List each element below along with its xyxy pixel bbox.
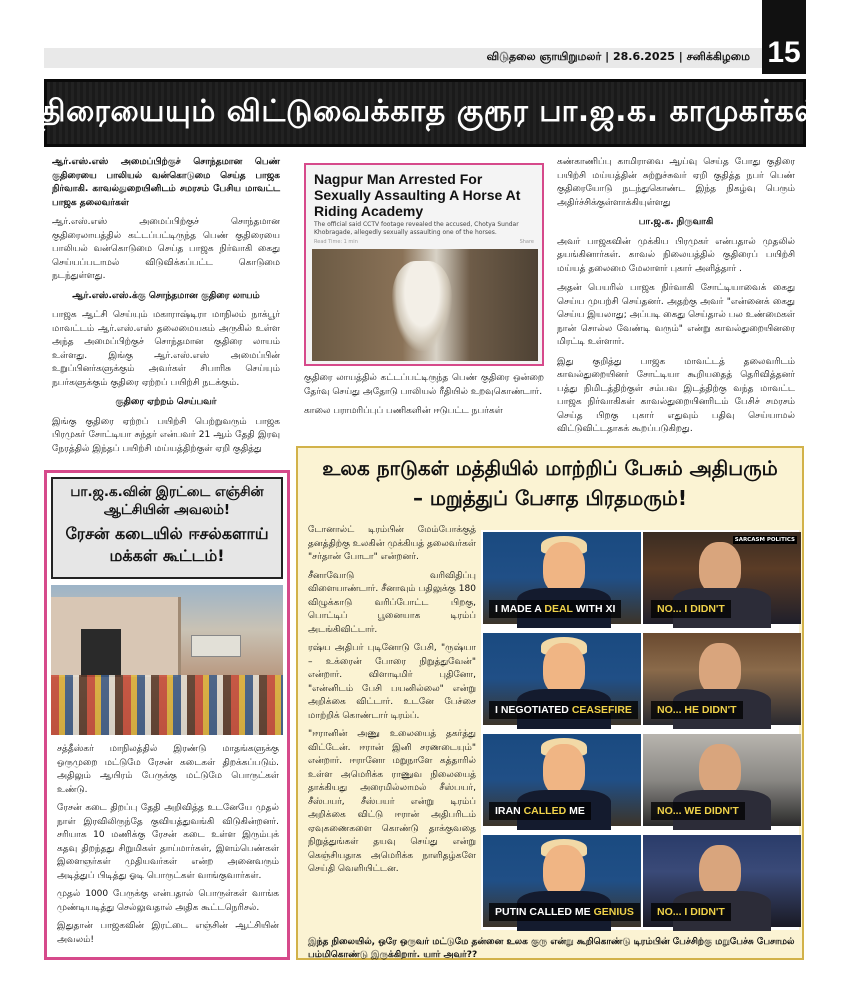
meme-caption-right: NO... HE DIDN'T bbox=[651, 701, 743, 719]
article-column-1 bbox=[52, 156, 280, 462]
article-column-3 bbox=[557, 156, 795, 443]
meme-panel bbox=[481, 530, 799, 626]
article-paragraph: "ஈரானின் அணு உலையைத் தகர்த்து விட்டேன். ஈரான் இனி சரணடையும்" என்றார். ஈரானோ மறுநாளே கத்தாரில் உள்ள அமெரிக்க ராணுவ நிலையைத் தாக்கியது அரைமில்லாமல் சீஸ்பயர், சீஸ்பயர், சீஸ்பயர் என்று டிரம்ப் அறிக்கை விட்டு ஈரான் அதிபரிடம் ஏவுகணைகளை கொண்டு தாக்குவதை நிறுத்துங்கள் தயவு செய்து என்று கெஞ்சியதாக அமெரிக்க நாளிதழ்களே செய்தி வெளியிட்டன. bbox=[308, 729, 476, 874]
news-card-title: Nagpur Man Arrested For Sexually Assaulting A Horse At Riding Academy bbox=[314, 171, 521, 219]
article-paragraph: பாஜக ஆட்சி செய்யும் மகாராஷ்டிரா மாநிலம் நாக்பூர் மாவட்டம் ஆர்.எஸ்.எஸ் தலைமையகம் அருகில் உள்ள அந்த அமைப்பிற்குச் சொந்தமான குதிரை லாயம் உள்ளது. இங்கு ஆர்.எஸ்.எஸ் அமைப்பின் உறுப்பினர்களுக்கும் அவர்கள் சிபாரிசு செய்யும் நபர்களுக்கும் குதிரை ஏற்றப் பயிற்சி நடக்கும். bbox=[52, 310, 280, 388]
main-headline-banner bbox=[13, 79, 837, 147]
article-paragraph: ரேசன் கடை திறப்பு தேதி அறிவித்த உடனேயே முதல் நாள் இரவிலிருந்தே குவியத்துவங்கி விடுகின்றனர். சரியாக 10 மணிக்கு ரேசன் கடை உள்ள இரும்புக் கதவு திறந்தது சிறுமிகள் தாய்மார்கள், இளம்பெண்கள் இளைஞர்கள் முதியவர்கள் என்ற அனைவரும் அடித்துப் பிடித்து ஓடி பொருட்கள் வாங்குவார்கள். bbox=[57, 803, 279, 881]
meme-panel-right bbox=[643, 734, 801, 826]
meme-badge: SARCASM POLITICS bbox=[734, 537, 795, 543]
article-paragraph: குதிரை லாயத்தில் கட்டப்பட்டிருந்த பெண் குதிரை ஒன்றை தேர்வு செய்து அதோடு பாலியல் ரீதியில் உறவுகொண்டார். bbox=[304, 373, 544, 397]
photo-face bbox=[543, 542, 585, 594]
trump-story-box bbox=[296, 446, 804, 960]
caption-text: WITH XI bbox=[572, 603, 616, 615]
article-subheading: குதிரை ஏற்றம் செய்பவர் bbox=[115, 397, 217, 407]
article-lead: ஆர்.எஸ்.எஸ் அமைப்பிற்குச் சொந்தமான பெண் குதிரையை பாலியல் வன்கொடுமை செய்த பாஜக நிர்வாகி. காவல்துறையினிடம் சமரசம் பேசிய மாவட்ட பாஜக தலைவர்கள் bbox=[52, 157, 280, 208]
meme-panel bbox=[481, 833, 799, 929]
meme-panel-left bbox=[483, 532, 641, 624]
photo-face bbox=[543, 845, 585, 897]
photo-face bbox=[699, 542, 741, 594]
main-headline: குதிரையையும் விட்டுவைக்காத குரூர பா.ஜ.க. காமுகர்கள்! bbox=[13, 93, 837, 129]
meme-panel-left bbox=[483, 734, 641, 826]
ration-story-kicker: பா.ஜ.க.வின் இரட்டை எஞ்சின் ஆட்சியின் அவலம்! bbox=[70, 484, 264, 518]
meme-panel-right bbox=[643, 633, 801, 725]
article-subheading: ஆர்.எஸ்.எஸ்.க்கு சொந்தமான குதிரை லாயம் bbox=[72, 290, 260, 301]
meme-panel-right bbox=[643, 835, 801, 927]
article-paragraph: சீனாவோடு வரிவிதிப்பு விளையாண்டார். சீனாவும் பதிலுக்கு 180 விழுக்காடு வரிப்போட்ட பிறகு, பொட்டிப் பூனையாக டிரம்ப் அடங்கிவிட்டார். bbox=[308, 570, 476, 635]
photo-crowd bbox=[51, 675, 283, 735]
article-paragraph: ரஷ்ய அதிபர் புடினோடு பேசி, "ருஷ்யா – உக்ரைன் போரை நிறுத்துவேன்" என்றார். விளாடிமிர் புதினோ, "என்னிடம் பேசி பயனில்லை" என்று அறிக்கை விட்டார். உடனே பேச்சை மாற்றிக் கொண்டார் டிரம்ப். bbox=[308, 643, 476, 721]
article-paragraph: இதுதான் பாஜகவின் இரட்டை எஞ்சின் ஆட்சியின் அவலம்! bbox=[57, 921, 279, 945]
meme-panel-left bbox=[483, 633, 641, 725]
horse-head-image bbox=[392, 261, 452, 351]
publication-meta: விடுதலை ஞாயிறுமலர் | 28.6.2025 | சனிக்கிழமை bbox=[486, 50, 750, 63]
trump-story-footer: இந்த நிலையில், ஒரே ஒருவர் மட்டுமே தன்னை உலக குரு என்று கூறிகொண்டு டிரம்பின் பேச்சிற்கு மறுபேச்சு பேசாமல் பம்மிகொண்டு இருக்கிறார். யார் அவர்?? bbox=[308, 937, 795, 960]
caption-highlight: GENIUS bbox=[593, 906, 634, 918]
ration-shop-story-box bbox=[44, 470, 290, 960]
meme-panel-left bbox=[483, 835, 641, 927]
caption-highlight: CALLED bbox=[523, 805, 567, 817]
article-paragraph: டோனால்ட் டிரம்பின் மேம்போக்குத் தனத்திற்கு உலகின் முக்கியத் தலைவர்கள் "சர்தான் போடா" என்றனர். bbox=[308, 525, 476, 562]
horse-photo bbox=[312, 249, 538, 361]
meme-caption-right: NO... I DIDN'T bbox=[651, 600, 731, 618]
article-paragraph: அதன் பெயரில் பாஜக நிர்வாகி சோட்டியாவைக் கைது செய்ய முயற்சி செய்தனர். அதற்கு அவர் "என்னைக் கைது செய்ய இயலாது; அப்படி கைது செய்தால் பல உண்மைகள் நான் சொல்ல வேண்டி வரும்" என்று காவல்துறையினரை மிரட்டி உள்ளார். bbox=[557, 283, 795, 347]
ration-crowd-photo bbox=[51, 585, 283, 735]
meme-caption-right: NO... WE DIDN'T bbox=[651, 802, 745, 820]
article-paragraph: முதல் 1000 பேருக்கு என்பதால் பொருள்கள் வாங்க முண்டியடித்து செல்லுவதால் அதிக கூட்டநெரிசல். bbox=[57, 889, 279, 913]
photo-face bbox=[543, 744, 585, 796]
news-screenshot-card bbox=[304, 163, 544, 366]
ration-story-title: ரேசன் கடையில் ஈசல்களாய் மக்கள் கூட்டம்! bbox=[65, 524, 269, 565]
news-card-meta bbox=[306, 237, 542, 247]
news-card-caption: The official said CCTV footage revealed the accused, Chotya Sundar Khobragade, allegedly sexually assaulting one of the horses. bbox=[314, 221, 519, 236]
news-card-share: Share bbox=[519, 239, 534, 245]
caption-text: ME bbox=[566, 805, 585, 817]
meme-caption-left bbox=[489, 600, 621, 618]
page-header-bar bbox=[44, 48, 762, 68]
ration-story-text bbox=[57, 743, 279, 952]
meme-panel bbox=[481, 631, 799, 727]
caption-text: PUTIN CALLED ME bbox=[495, 906, 594, 918]
trump-story-headline-2: – மறுத்துப் பேசாத பிரதமரும்! bbox=[412, 486, 688, 510]
photo-door bbox=[81, 629, 121, 677]
trump-story-headline-1: உலக நாடுகள் மத்தியில் மாற்றிப் பேசும் அதிபரும் bbox=[322, 456, 778, 480]
caption-highlight: CEASEFIRE bbox=[571, 704, 632, 716]
photo-sign bbox=[191, 635, 241, 657]
article-paragraph: இங்கு குதிரை ஏற்றப் பயிற்சி பெற்றுவரும் பாஜக பிரமுகர் சோட்டியா சுந்தர் என்பவர் 21 ஆம் தேதி இரவு நேரத்தில் இந்தப் பயிற்சி மய்யத்திற்குள் ஏறி குதித்து bbox=[52, 416, 280, 454]
page-margin bbox=[806, 0, 849, 1000]
meme-caption-left bbox=[489, 802, 591, 820]
ration-story-header bbox=[51, 477, 283, 579]
article-paragraph: அவர் பாஜகவின் முக்கிய பிரமுகர் என்பதால் முதலில் தயங்கினார்கள். காவல் நிலையத்தில் குதிரைப் பயிற்சி மய்யத் தலைமை மேலாளர் புகார் அளித்தார் . bbox=[557, 236, 795, 274]
photo-face bbox=[699, 643, 741, 695]
meme-panel-right bbox=[643, 532, 801, 624]
caption-text: I NEGOTIATED bbox=[495, 704, 572, 716]
meme-caption-left bbox=[489, 903, 640, 921]
trump-story-text bbox=[308, 524, 476, 882]
photo-face bbox=[543, 643, 585, 695]
meme-panel bbox=[481, 732, 799, 828]
caption-text: IRAN bbox=[495, 805, 524, 817]
meme-caption-right: NO... I DIDN'T bbox=[651, 903, 731, 921]
article-paragraph: ஆர்.எஸ்.எஸ் அமைப்பிற்குச் சொந்தமான குதிரைலாயத்தில் கட்டப்பட்டிருந்த பெண் குதிரையை பாலியல் வன்கொடுமை செய்த பாஜக நிர்வாகி கைது செய்யப்படாமல் விடுவிக்கப்பட்ட கொடுமை நடந்துள்ளது. bbox=[52, 217, 280, 281]
article-paragraph: இது குறித்து பாஜக மாவட்டத் தலைவரிடம் காவல்துறையினர் சோட்டியா கூறியதைத் தெரிவித்தனர் பத்து நிமிடத்திற்குள் சம்பவ இடத்திற்கு வந்த மாவட்ட பாஜக நிர்வாகிகள் காவல்துறையினரிடம் பேசிச் சமரசம் செய்த பிறகு புகார் எதுவும் பதிவு செய்யாமல் விட்டுவிட்டதாகக் கூறப்படுகிறது. bbox=[557, 356, 795, 434]
meme-caption-left bbox=[489, 701, 638, 719]
caption-highlight: DEAL bbox=[544, 603, 573, 615]
caption-text: I MADE A bbox=[495, 603, 545, 615]
article-paragraph: காலை பராமரிப்புப் பணிகளின் ஈடுபட்ட நபர்கள் bbox=[304, 406, 503, 416]
article-paragraph: சத்தீஸ்கர் மாநிலத்தில் இரண்டு மாதங்களுக்கு ஒருமுறை மட்டுமே ரேசன் கடைகள் திறக்கப்படும். அதிலும் ஆயிரம் பேருக்கு மட்டுமே பொருட்கள் உண்டு. bbox=[57, 744, 279, 795]
photo-face bbox=[699, 744, 741, 796]
photo-face bbox=[699, 845, 741, 897]
article-column-2 bbox=[304, 372, 544, 425]
article-subheading: பா.ஜ.க. நிருவாகி bbox=[638, 217, 714, 227]
news-card-read-time: Read Time: 1 min bbox=[314, 239, 358, 245]
article-paragraph: கண்காணிப்பு காமிராவை ஆய்வு செய்த போது குதிரை பயிற்சி மய்யத்தின் சுற்றுச்சுவர் ஏறி குதித்த நபர் பெண் குதிரையோடு நடந்துகொண்ட இந்த நிகழ்வு பெரும் அதிர்ச்சிக்குள்ளாக்கியுள்ளது bbox=[557, 157, 795, 208]
page-number: 15 bbox=[762, 0, 806, 74]
meme-image-grid bbox=[481, 530, 799, 930]
